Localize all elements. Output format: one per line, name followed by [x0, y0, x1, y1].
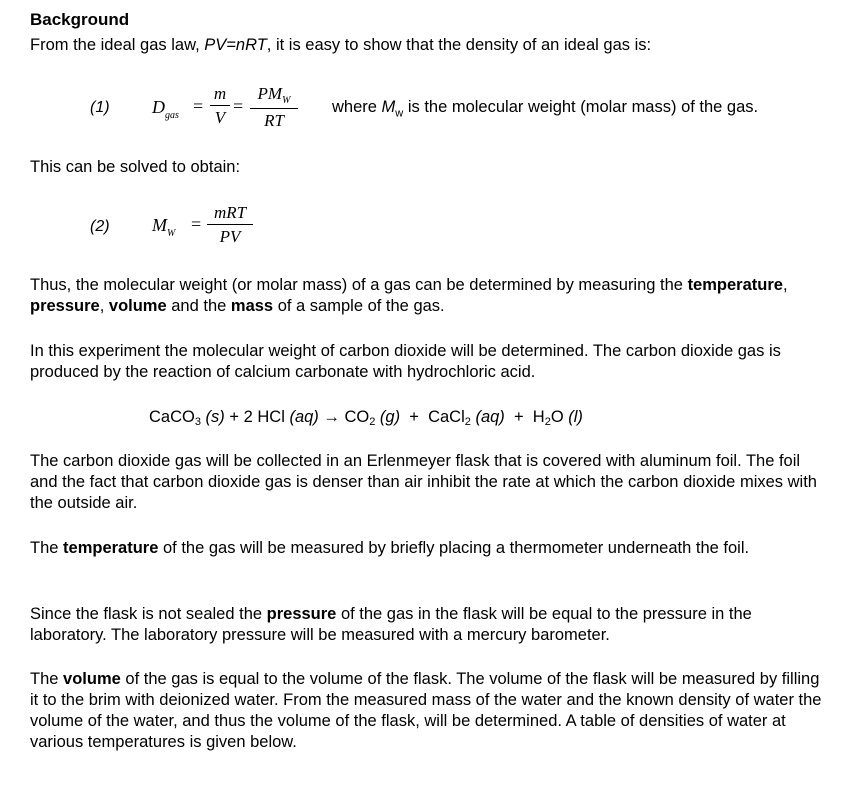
paragraph-temperature: The temperature of the gas will be measured by briefly placing a thermometer underneath the foil. — [30, 539, 750, 557]
equals-sign-1: = — [193, 96, 204, 116]
intro-paragraph: From the ideal gas law, PV=nRT, it is easy to show that the density of an ideal gas is: — [30, 36, 652, 54]
arrow-icon: → — [318, 408, 345, 426]
section-heading: Background — [30, 10, 130, 29]
equals-sign-3: = — [191, 214, 202, 234]
equals-sign-2: = — [233, 96, 244, 116]
equation-1-note: where $M_w$ is the molecular weight (molar mass) of the gas. — [332, 98, 759, 120]
equation-1-number: (1) — [90, 99, 110, 116]
paragraph-volume: The volume of the gas is equal to the volume of the flask. The volume of the flask will be measured by filling it to the brim with deionized water. From the measured mass of the water and the known density of water the volume of the water, and thus the volume of the flask, will be determined. A table of densities of water at various temperatures is given below. — [30, 670, 822, 751]
chemical-reaction: CaCO$_3$ (s) + 2 HCl $(aq) \to CO_2$ (g) + CaCl$_2$ $(aq) + H_2O$ (l) — [149, 408, 583, 428]
fraction-mrt-over-pv: mRT PV — [207, 203, 253, 247]
paragraph-pressure: Since the flask is not sealed the pressure of the gas in the flask will be equal to the pressure in the laboratory. The laboratory pressure will be measured with a mercury barometer. — [30, 605, 752, 644]
equation-2-lhs: $M_W$ — [152, 215, 176, 239]
equation-2-number: (2) — [90, 218, 110, 235]
fraction-pmw-over-rt: $PM_W$ RT — [250, 84, 298, 131]
solved-text: This can be solved to obtain: — [30, 158, 241, 176]
paragraph-experiment: In this experiment the molecular weight of carbon dioxide will be determined. The carbon dioxide gas is produced by the reaction of calcium carbonate with hydrochloric acid. — [30, 342, 781, 381]
fraction-m-over-v: m V — [210, 84, 230, 128]
paragraph-collection: The carbon dioxide gas will be collected in an Erlenmeyer flask that is covered with aluminum foil. The foil and the fact that carbon dioxide gas is denser than air inhibit the rate at which the carbon dioxide mixes with the outside air. — [30, 452, 817, 512]
equation-1-lhs: $D_{gas}$ — [152, 97, 179, 121]
paragraph-thus: Thus, the molecular weight (or molar mass) of a gas can be determined by measuring the temperature, pressure, volume and the mass of a sample of the gas. — [30, 276, 788, 315]
ideal-gas-law: PV=nRT — [204, 36, 267, 54]
